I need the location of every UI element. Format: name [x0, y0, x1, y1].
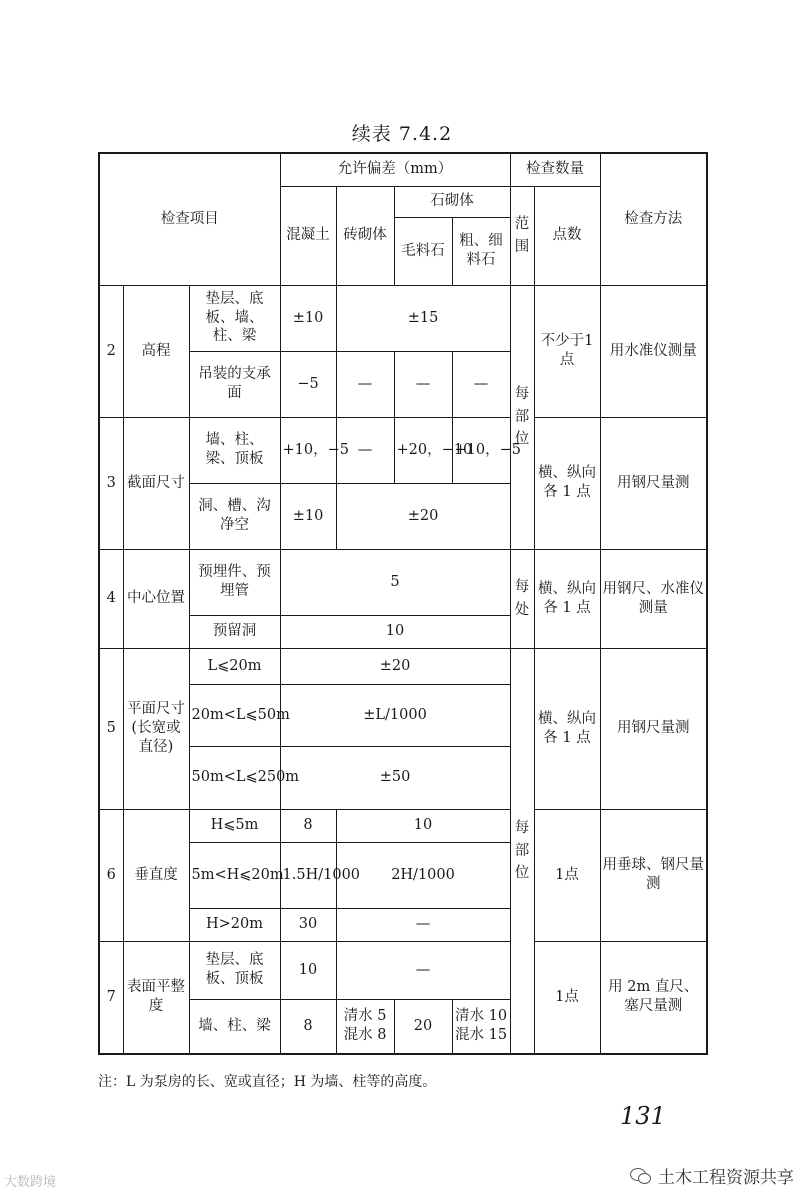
sub-item: 垫层、底板、墙、柱、梁 — [189, 285, 280, 351]
concrete-value: 10 — [280, 941, 336, 999]
rubble-value: 20 — [394, 999, 452, 1054]
row-number: 7 — [99, 941, 123, 1054]
row-number: 3 — [99, 417, 123, 549]
sub-item: 预留洞 — [189, 615, 280, 648]
concrete-value: 8 — [280, 999, 336, 1054]
points-cell: 横、纵向各 1 点 — [534, 648, 600, 809]
row-number: 5 — [99, 648, 123, 809]
method-cell: 用 2m 直尺、塞尺量测 — [600, 941, 707, 1054]
tolerance-value: 5 — [280, 549, 510, 615]
tolerance-value: ±50 — [280, 746, 510, 809]
masonry-value: ±15 — [336, 285, 510, 351]
watermark-right — [630, 1163, 794, 1188]
concrete-value: +10，−5 — [280, 417, 336, 483]
item-name: 垂直度 — [123, 809, 189, 941]
concrete-value: ±10 — [280, 483, 336, 549]
item-name: 截面尺寸 — [123, 417, 189, 549]
item-name: 中心位置 — [123, 549, 189, 648]
tolerance-value: ±L/1000 — [280, 684, 510, 746]
dressed-value: — — [452, 351, 510, 417]
scope-cell: 每部位 — [510, 285, 534, 549]
header-brick: 砖砌体 — [336, 186, 394, 285]
concrete-value: ±10 — [280, 285, 336, 351]
method-cell: 用水准仪测量 — [600, 285, 707, 417]
sub-item: 5m<H⩽20m — [189, 842, 280, 908]
dressed-value: 清水 10 混水 15 — [452, 999, 510, 1054]
concrete-value: 30 — [280, 908, 336, 941]
sub-item: H⩽5m — [189, 809, 280, 842]
masonry-value: ±20 — [336, 483, 510, 549]
method-cell: 用钢尺量测 — [600, 417, 707, 549]
brick-value: — — [336, 417, 394, 483]
sub-item: 50m<L⩽250m — [189, 746, 280, 809]
points-cell: 横、纵向各 1 点 — [534, 549, 600, 648]
row-number: 2 — [99, 285, 123, 417]
concrete-value: −5 — [280, 351, 336, 417]
header-dressed: 粗、细料石 — [452, 217, 510, 285]
sub-item: 垫层、底板、顶板 — [189, 941, 280, 999]
header-stone: 石砌体 — [394, 186, 510, 217]
watermark-left-text: 大数跨境 — [4, 1175, 57, 1190]
page-number: 131 — [620, 1102, 666, 1130]
watermark-right-text: 土木工程资源共享 — [658, 1168, 794, 1188]
sub-item: 洞、槽、沟净空 — [189, 483, 280, 549]
points-cell: 1点 — [534, 809, 600, 941]
concrete-value: 1.5H/1000 — [280, 842, 336, 908]
points-cell: 不少于1点 — [534, 285, 600, 417]
sub-item: 预埋件、预埋管 — [189, 549, 280, 615]
method-cell: 用垂球、钢尺量测 — [600, 809, 707, 941]
masonry-value: — — [336, 941, 510, 999]
item-name: 表面平整度 — [123, 941, 189, 1054]
rubble-value: +20，−10 — [394, 417, 452, 483]
dressed-value: +10，−5 — [452, 417, 510, 483]
item-name: 高程 — [123, 285, 189, 417]
masonry-value: — — [336, 908, 510, 941]
rubble-value: — — [394, 351, 452, 417]
header-method: 检查方法 — [600, 153, 707, 285]
header-quantity: 检查数量 — [510, 153, 600, 186]
sub-item: 20m<L⩽50m — [189, 684, 280, 746]
inspection-table — [98, 152, 708, 1055]
table-caption: 续表 7.4.2 — [351, 123, 453, 145]
header-tolerance: 允许偏差（mm） — [280, 153, 510, 186]
sub-item: 吊装的支承面 — [189, 351, 280, 417]
scope-cell: 每部位 — [510, 648, 534, 1054]
tolerance-value: 10 — [280, 615, 510, 648]
header-scope: 范围 — [510, 186, 534, 285]
sub-item: L⩽20m — [189, 648, 280, 684]
tolerance-value: ±20 — [280, 648, 510, 684]
method-cell: 用钢尺、水准仪测量 — [600, 549, 707, 648]
watermark-left — [4, 1171, 56, 1190]
item-name: 平面尺寸(长宽或直径) — [123, 648, 189, 809]
sub-item: H>20m — [189, 908, 280, 941]
table-note: 注：L 为泵房的长、宽或直径；H 为墙、柱等的高度。 — [98, 1074, 437, 1090]
sub-item: 墙、柱、梁 — [189, 999, 280, 1054]
header-points: 点数 — [534, 186, 600, 285]
points-cell: 1点 — [534, 941, 600, 1054]
wechat-icon — [630, 1167, 652, 1185]
header-concrete: 混凝土 — [280, 186, 336, 285]
sub-item: 墙、柱、梁、顶板 — [189, 417, 280, 483]
header-item: 检查项目 — [99, 153, 280, 285]
points-cell: 横、纵向各 1 点 — [534, 417, 600, 549]
method-cell: 用钢尺量测 — [600, 648, 707, 809]
masonry-value: 2H/1000 — [336, 842, 510, 908]
row-number: 6 — [99, 809, 123, 941]
brick-value: — — [336, 351, 394, 417]
header-rubble: 毛料石 — [394, 217, 452, 285]
masonry-value: 10 — [336, 809, 510, 842]
concrete-value: 8 — [280, 809, 336, 842]
row-number: 4 — [99, 549, 123, 648]
scope-cell: 每处 — [510, 549, 534, 648]
brick-value: 清水 5 混水 8 — [336, 999, 394, 1054]
